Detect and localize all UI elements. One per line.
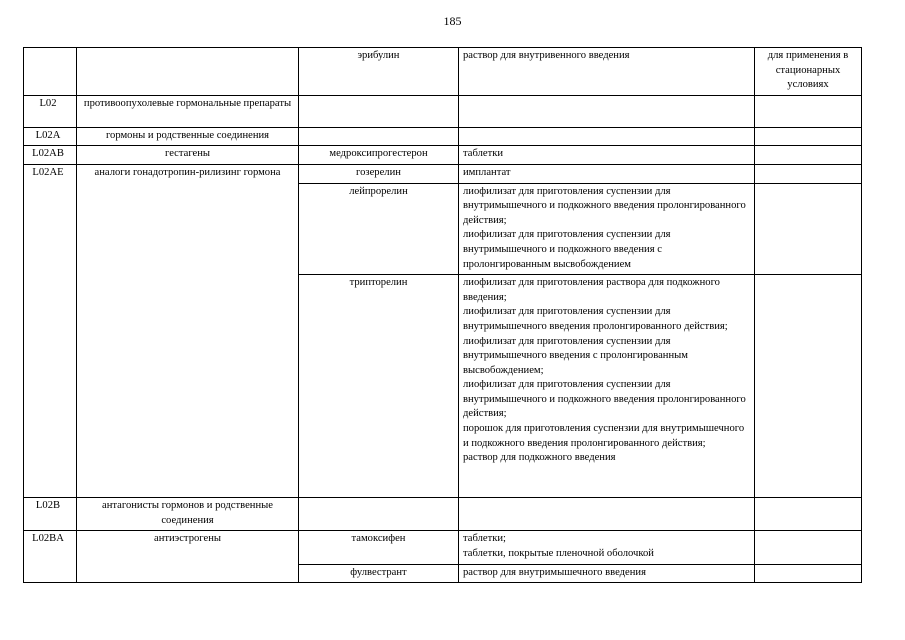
table-row [24, 127, 862, 146]
dosage-form-cell [459, 95, 755, 127]
dosage-form-cell [459, 146, 755, 165]
atc-code-cell: L02AE [24, 164, 77, 497]
dosage-form-line: имплантат [463, 166, 511, 178]
note-cell [755, 498, 862, 531]
dosage-form-line: раствор для внутримышечного введения [463, 566, 646, 578]
dosage-form-line: раствор для подкожного введения [463, 452, 616, 464]
group-name-cell: противоопухолевые гормональные препараты [77, 95, 299, 127]
dosage-form-cell [459, 127, 755, 146]
note-cell [755, 275, 862, 498]
group-name-cell: гестагены [77, 146, 299, 165]
dosage-form-cell [459, 164, 755, 183]
drug-table [23, 47, 862, 583]
inn-cell [299, 127, 459, 146]
note-cell [755, 531, 862, 564]
dosage-form-line: лиофилизат для приготовления суспензии для внутримышечного введения пролонгированного действия; [463, 306, 728, 332]
inn-cell: лейпрорелин [299, 183, 459, 275]
atc-code-cell: L02B [24, 498, 77, 531]
dosage-form-cell [459, 183, 755, 275]
dosage-form-line: раствор для внутривенного введения [463, 50, 630, 61]
group-name-cell: аналоги гонадотропин-рилизинг гормона [77, 164, 299, 497]
table-row [24, 95, 862, 127]
atc-code-cell [24, 48, 77, 96]
dosage-form-cell [459, 531, 755, 564]
atc-code-cell: L02 [24, 95, 77, 127]
dosage-form-line: лиофилизат для приготовления суспензии для внутримышечного и подкожного введения с пролонгированным высвобождением [463, 229, 671, 270]
dosage-form-cell [459, 48, 755, 96]
inn-cell: медроксипрогестерон [299, 146, 459, 165]
inn-cell: эрибулин [299, 48, 459, 96]
dosage-form-line: лиофилизат для приготовления суспензии для внутримышечного введения с пролонгированным высвобождением; [463, 335, 688, 376]
dosage-form-line: таблетки [463, 148, 504, 160]
dosage-form-line: таблетки, покрытые пленочной оболочкой [463, 547, 654, 559]
group-name-cell: антиэстрогены [77, 531, 299, 583]
note-cell [755, 564, 862, 583]
table-row [24, 146, 862, 165]
note-cell [755, 183, 862, 275]
table-row [24, 531, 862, 564]
table-row [24, 48, 862, 96]
inn-cell: тамоксифен [299, 531, 459, 564]
note-cell [755, 164, 862, 183]
note-cell [755, 127, 862, 146]
group-name-cell: гормоны и родственные соединения [77, 127, 299, 146]
dosage-form-line: таблетки; [463, 533, 506, 545]
table-row [24, 164, 862, 183]
atc-code-cell: L02BA [24, 531, 77, 583]
dosage-form-line: лиофилизат для приготовления суспензии для внутримышечного и подкожного введения пролонгированного действия; [463, 185, 746, 226]
group-name-cell: антагонисты гормонов и родственные соединения [77, 498, 299, 531]
table-row [24, 498, 862, 531]
inn-cell [299, 498, 459, 531]
note-cell [755, 146, 862, 165]
inn-cell: фулвестрант [299, 564, 459, 583]
atc-code-cell: L02A [24, 127, 77, 146]
dosage-form-cell [459, 498, 755, 531]
atc-code-cell: L02AB [24, 146, 77, 165]
dosage-form-cell [459, 275, 755, 498]
page-number: 185 [443, 14, 462, 28]
dosage-form-line: лиофилизат для приготовления раствора для подкожного введения; [463, 277, 720, 303]
inn-cell [299, 95, 459, 127]
dosage-form-cell [459, 564, 755, 583]
inn-cell: гозерелин [299, 164, 459, 183]
dosage-form-line: порошок для приготовления суспензии для внутримышечного и подкожного введения пролонгированного действия; [463, 423, 745, 449]
group-name-cell [77, 48, 299, 96]
dosage-form-line: лиофилизат для приготовления суспензии для внутримышечного и подкожного введения пролонгированного действия; [463, 379, 746, 420]
inn-cell: трипторелин [299, 275, 459, 498]
note-cell: для применения в стационарных условиях [755, 48, 862, 96]
note-cell [755, 95, 862, 127]
